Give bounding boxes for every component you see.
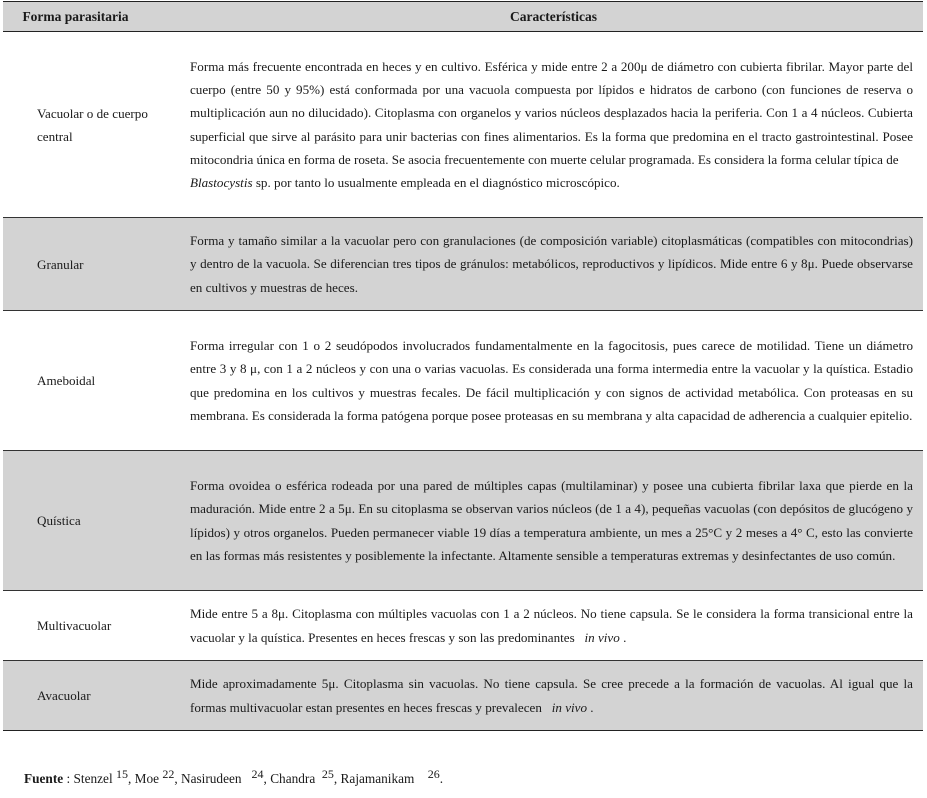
desc-text: Mide aproximadamente 5μ. Citoplasma sin vacuolas. No tiene capsula. Se cree precede a la formación de vacuolas. Al igual que la formas multivacuolar estan presentes en heces frescas y prevalecen	[190, 676, 913, 715]
ref-number: 25	[321, 767, 334, 781]
form-description: Forma irregular con 1 o 2 seudópodos involucrados fundamentalmente en la fagocitosis, pues carece de motilidad. Tiene un diámetro entre 3 y 8 μ, con 1 a 2 núcleos y con una o varias vacuolas. Es considerada una forma intermedia entre la vacuolar y la quística. Estadio que predomina en los cultivos y muestras fecales. De fácil multiplicación y con signos de actividad metabólica. Con proteasas en su membrana. Es considerada la forma patógena porque posee proteasas en su membrana y alta capacidad de adherencia a cualquier epitelio.	[184, 311, 923, 451]
table-row	[3, 451, 923, 591]
form-name: Avacuolar	[3, 661, 184, 731]
form-description: Forma y tamaño similar a la vacuolar pero con granulaciones (de composición variable) citoplasmáticas (compatibles con mitocondrias) y dentro de la vacuola. Se diferencian tres tipos de gránulos: metabólicos, reproductivos y lipídicos. Mide entre 6 y 8μ. Puede observarse en cultivos y muestras de heces.	[184, 218, 923, 311]
desc-italic: in vivo	[584, 629, 620, 645]
form-name: Granular	[3, 218, 184, 311]
form-name: Ameboidal	[3, 311, 184, 451]
form-description	[184, 661, 923, 731]
header-characteristics: Características	[184, 2, 923, 32]
ref-number: 22	[162, 767, 175, 781]
ref-name: Moe	[134, 771, 159, 786]
desc-tail: sp. por tanto lo usualmente empleada en el diagnóstico microscópico.	[252, 174, 620, 190]
desc-text: Forma más frecuente encontrada en heces y en cultivo. Esférica y mide entre 2 a 200μ de diámetro con cubierta fibrilar. Mayor parte del cuerpo (entre 50 y 95%) está conformada por una vacuola compuesta por lípidos e hidratos de carbono (con funciones de reserva o multiplicación aun no dilucidado). Citoplasma con organelos y varios núcleos desplazados hacia la periferia. Con 1 a 4 núcleos. Cubierta superficial que sirve al parásito para unir bacterias con fines alimentarios. Es la forma que predomina en el tracto gastrointestinal. Posee mitocondria única en forma de roseta. Se asocia frecuentemente con muerte celular programada. Es considera la forma celular típica de	[190, 58, 913, 167]
table-row	[3, 661, 923, 731]
ref-number: 24	[251, 767, 264, 781]
header-row	[3, 2, 923, 32]
source-note: Fuente : Stenzel $^{15}$, Moe $^{22}$, Nasirudeen $^{24}$, Chandra $^{25}$, Rajamanikam $^{26}$.	[24, 767, 444, 786]
desc-tail: .	[619, 629, 627, 645]
ref-name: Stenzel	[73, 771, 113, 786]
desc-text: Mide entre 5 a 8μ. Citoplasma con múltiples vacuolas con 1 a 2 núcleos. No tiene capsula. Se le considera la forma transicional entre la vacuolar y la quística. Presentes en heces frescas y son las predominantes	[190, 606, 913, 645]
form-name: Multivacuolar	[3, 591, 184, 661]
form-description	[184, 591, 923, 661]
table-row	[3, 32, 923, 218]
ref-name: Rajamanikam	[340, 771, 415, 786]
ref-number: 26	[427, 767, 440, 781]
parasitic-forms-table	[3, 1, 923, 731]
header-form: Forma parasitaria	[3, 2, 184, 32]
source-label: Fuente	[24, 771, 64, 786]
table-row	[3, 218, 923, 311]
desc-italic: Blastocystis	[190, 174, 253, 190]
form-description: Forma ovoidea o esférica rodeada por una pared de múltiples capas (multilaminar) y posee una cubierta fibrilar laxa que pierde en la maduración. Mide entre 2 a 5μ. En su citoplasma se observan varios núcleos (de 1 a 4), pequeñas vacuolas (con depósitos de glucógeno y lípidos) y otros organelos. Pueden permanecer viable 19 días a temperatura ambiente, un mes a 25°C y 2 meses a 4° C, esto las convierte en las formas más resistentes y posiblemente la infectante. Altamente sensible a temperaturas extremas y desinfectantes de uso común.	[184, 451, 923, 591]
ref-name: Nasirudeen	[180, 771, 242, 786]
table-row	[3, 591, 923, 661]
table-row	[3, 311, 923, 451]
ref-number: 15	[115, 767, 128, 781]
desc-tail: .	[587, 699, 594, 715]
form-name: Vacuolar o de cuerpo central	[3, 32, 184, 218]
form-description	[184, 32, 923, 218]
desc-italic: in vivo	[551, 699, 588, 715]
ref-name: Chandra	[270, 771, 316, 786]
form-name: Quística	[3, 451, 184, 591]
